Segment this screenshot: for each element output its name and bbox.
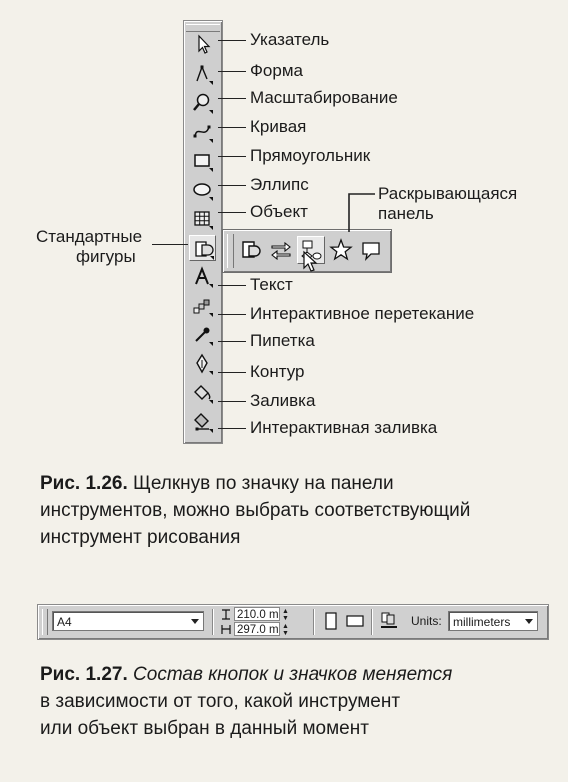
curve-icon <box>189 119 216 145</box>
page-layout-icon <box>378 610 400 632</box>
outline-tool-button[interactable] <box>189 351 216 377</box>
flyout-star-shapes-button[interactable] <box>327 236 355 264</box>
portrait-button[interactable] <box>320 610 342 632</box>
leader-line <box>218 285 246 286</box>
label-rectangle: Прямоугольник <box>250 146 371 165</box>
leader-line <box>218 212 246 213</box>
fill-tool-button[interactable] <box>189 380 216 406</box>
flyout-leader-line <box>345 186 377 234</box>
grid-table-icon <box>189 206 216 232</box>
label-zoom: Масштабирование <box>250 88 398 107</box>
property-bar-grip[interactable] <box>42 609 48 635</box>
page-width-field[interactable]: 210.0 m <box>234 607 280 621</box>
basic-shapes-tool-button[interactable] <box>189 235 216 261</box>
shape-node-icon <box>189 61 216 87</box>
zoom-tool-button[interactable] <box>189 90 216 116</box>
label-curve: Кривая <box>250 117 307 136</box>
magnifier-icon <box>189 90 216 116</box>
caption-1-line1: Щелкнув по значку на панели <box>127 473 394 494</box>
flyout-grip[interactable] <box>227 234 234 268</box>
leader-line <box>218 71 246 72</box>
callout-icon <box>357 236 385 264</box>
caption-1-prefix: Рис. 1.26. <box>40 473 128 494</box>
landscape-icon <box>344 610 366 632</box>
label-shape: Форма <box>250 61 303 80</box>
figure-caption-2 <box>40 661 560 742</box>
label-pick: Указатель <box>250 30 330 49</box>
leader-line <box>218 98 246 99</box>
landscape-button[interactable] <box>344 610 366 632</box>
label-object: Объект <box>250 202 308 221</box>
separator <box>371 609 373 635</box>
shape-tool-button[interactable] <box>189 61 216 87</box>
caption-2-prefix: Рис. 1.27. <box>40 664 128 685</box>
page-layout-button[interactable] <box>378 610 400 632</box>
text-tool-button[interactable] <box>189 264 216 290</box>
arrow-shapes-icon <box>267 236 295 264</box>
leader-line <box>218 401 246 402</box>
units-select[interactable] <box>448 611 538 631</box>
flyout-basic-shapes-button[interactable] <box>237 236 265 264</box>
paint-bucket-icon <box>189 380 216 406</box>
arrow-pointer-icon <box>189 32 216 58</box>
portrait-icon <box>320 610 342 632</box>
rectangle-icon <box>189 148 216 174</box>
leader-line <box>218 185 246 186</box>
page-width-icon <box>220 608 232 621</box>
label-ellipse: Эллипс <box>250 175 309 194</box>
label-interactive-fill: Интерактивная заливка <box>250 418 438 437</box>
label-eyedropper: Пипетка <box>250 331 315 350</box>
curve-tool-button[interactable] <box>189 119 216 145</box>
flyout-arrow-shapes-button[interactable] <box>267 236 295 264</box>
leader-line <box>218 40 246 41</box>
text-a-icon <box>189 264 216 290</box>
property-bar <box>37 604 549 640</box>
blend-icon <box>189 293 216 319</box>
label-flyout-line2: панель <box>378 204 434 223</box>
star-icon <box>327 236 355 264</box>
rectangle-tool-button[interactable] <box>189 148 216 174</box>
ellipse-icon <box>189 177 216 203</box>
interactive-fill-tool-button[interactable] <box>189 409 216 435</box>
units-value: millimeters <box>453 615 511 629</box>
caption-1-line3: инструмент рисования <box>40 527 241 548</box>
flyout-callout-shapes-button[interactable] <box>357 236 385 264</box>
label-flyout-line1: Раскрывающаяся <box>378 184 518 203</box>
eyedropper-icon <box>189 322 216 348</box>
toolbox-grip[interactable] <box>186 24 220 32</box>
object-tool-button[interactable] <box>189 206 216 232</box>
label-fill: Заливка <box>250 391 316 410</box>
label-blend: Интерактивное перетекание <box>250 304 475 323</box>
leader-line <box>218 428 246 429</box>
interactive-blend-tool-button[interactable] <box>189 293 216 319</box>
page-height-spinner[interactable]: ▲ ▼ <box>282 623 289 637</box>
interactive-fill-icon <box>189 409 216 435</box>
pen-nib-icon <box>189 351 216 377</box>
leader-line <box>218 372 246 373</box>
label-basic-shapes-line1: Стандартные <box>36 227 143 246</box>
basic-shapes-icon <box>190 236 217 262</box>
toolbox-panel <box>183 20 223 444</box>
leader-line <box>218 341 246 342</box>
caption-1-line2: инструментов, можно выбрать соответствующий <box>40 500 471 521</box>
caption-2-line2: в зависимости от того, какой инструмент <box>40 691 401 712</box>
caption-2-line3: или объект выбран в данный момент <box>40 718 369 739</box>
separator <box>212 609 214 635</box>
leader-line <box>218 156 246 157</box>
paper-size-value: A4 <box>57 615 72 629</box>
separator <box>313 609 315 635</box>
units-label: Units: <box>411 614 442 628</box>
page-height-field[interactable]: 297.0 m <box>234 622 280 636</box>
ellipse-tool-button[interactable] <box>189 177 216 203</box>
chevron-down-icon <box>191 619 199 624</box>
paper-size-select[interactable] <box>52 611 204 631</box>
pick-tool-button[interactable] <box>189 32 216 58</box>
page-height-icon <box>220 623 232 636</box>
leader-line <box>152 244 188 245</box>
label-basic-shapes-line2: фигуры <box>76 247 136 266</box>
page-width-spinner[interactable]: ▲ ▼ <box>282 608 289 622</box>
leader-line <box>218 127 246 128</box>
label-outline: Контур <box>250 362 305 381</box>
basic-shapes-icon <box>237 236 265 264</box>
eyedropper-tool-button[interactable] <box>189 322 216 348</box>
figure-caption-1 <box>40 470 560 551</box>
label-text: Текст <box>250 275 293 294</box>
caption-2-line1: Состав кнопок и значков меняется <box>127 664 453 685</box>
leader-line <box>218 314 246 315</box>
mouse-cursor-icon <box>302 250 320 274</box>
chevron-down-icon <box>525 619 533 624</box>
